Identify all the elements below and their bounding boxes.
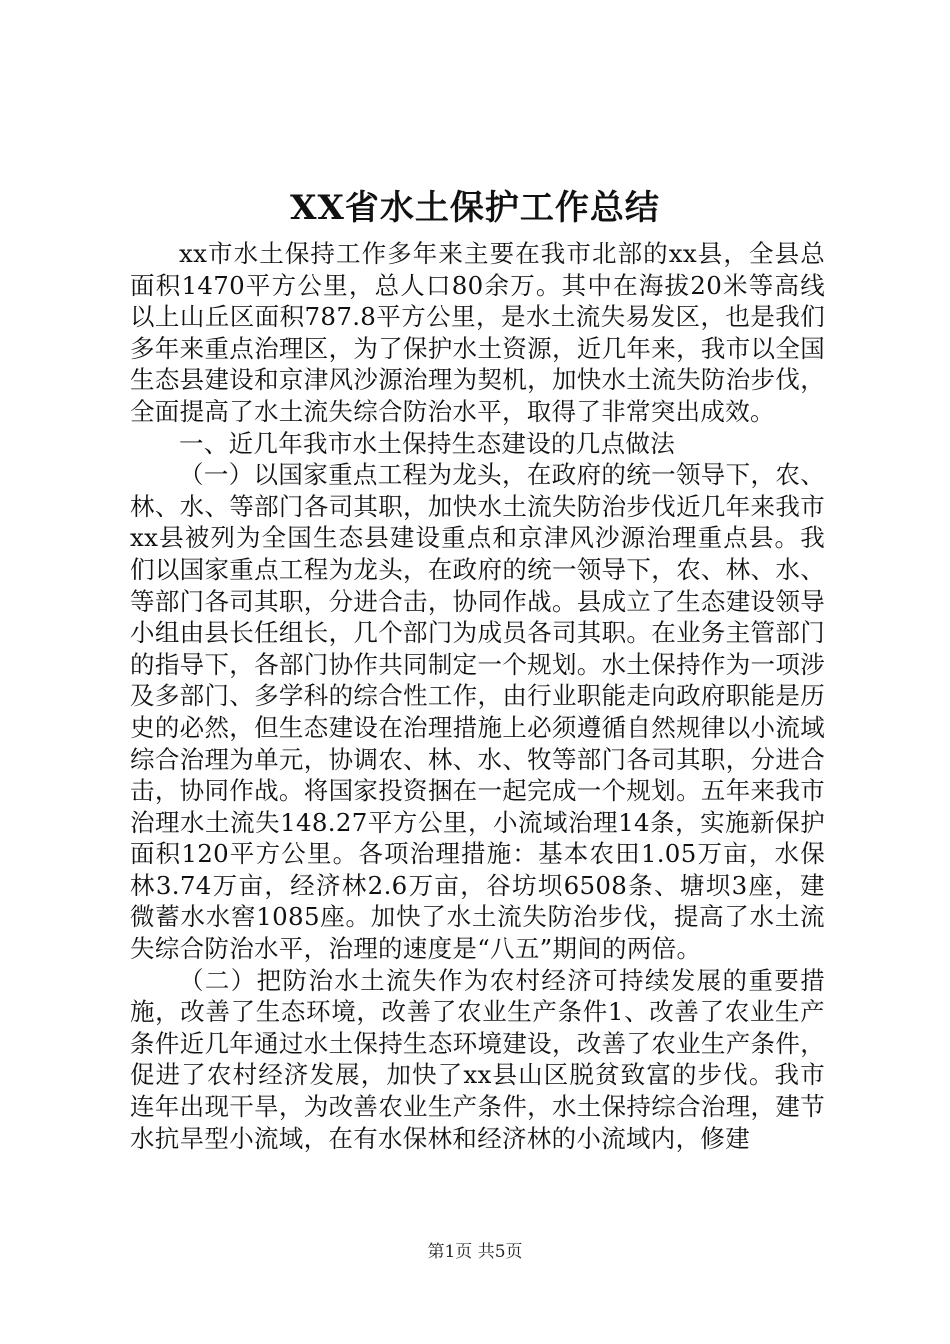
paragraph-intro: xx市水土保持工作多年来主要在我市北部的xx县，全县总面积1470平方公里，总人口80余万。其中在海拔20米等高线以上山丘区面积787.8平方公里，是水土流失易发区，也是我们多年来重点治理区，为了保护水土资源，近几年来，我市以全国生态县建设和京津风沙源治理为契机，加快水土流失防治步伐，全面提高了水土流失综合防治水平，取得了非常突出成效。: [130, 239, 825, 426]
page-number-footer: 第1页 共5页: [427, 1242, 523, 1262]
document-body: [130, 238, 825, 1154]
paragraph-section-1: （一）以国家重点工程为龙头，在政府的统一领导下，农、林、水、等部门各司其职，加快水土流失防治步伐近几年来我市xx县被列为全国生态县建设重点和京津风沙源治理重点县。我们以国家重点工程为龙头，在政府的统一领导下，农、林、水、等部门各司其职，分进合击，协同作战。县成立了生态建设领导小组由县长任组长，几个部门为成员各司其职。在业务主管部门的指导下，各部门协作共同制定一个规划。水土保持作为一项涉及多部门、多学科的综合性工作，由行业职能走向政府职能是历史的必然，但生态建设在治理措施上必须遵循自然规律以小流域综合治理为单元，协调农、林、水、牧等部门各司其职，分进合击，协同作战。将国家投资捆在一起完成一个规划。五年来我市治理水土流失148.27平方公里，小流域治理14条，实施新保护面积120平方公里。各项治理措施：基本农田1.05万亩，水保林3.74万亩，经济林2.6万亩，谷坊坝6508条、塘坝3座，建微蓄水水窖1085座。加快了水土流失防治步伐，提高了水土流失综合防治水平，治理的速度是“八五”期间的两倍。: [130, 460, 825, 964]
document-title: XX省水土保护工作总结: [290, 188, 660, 228]
section-heading: 一、近几年我市水土保持生态建设的几点做法: [179, 428, 675, 458]
paragraph-section-2: （二）把防治水土流失作为农村经济可持续发展的重要措施，改善了生态环境，改善了农业生产条件1、改善了农业生产条件近几年通过水土保持生态环境建设，改善了农业生产条件，促进了农村经济发展，加快了xx县山区脱贫致富的步伐。我市连年出现干旱，为改善农业生产条件，水土保持综合治理，建节水抗旱型小流域，在有水保林和经济林的小流域内，修建: [130, 965, 825, 1153]
